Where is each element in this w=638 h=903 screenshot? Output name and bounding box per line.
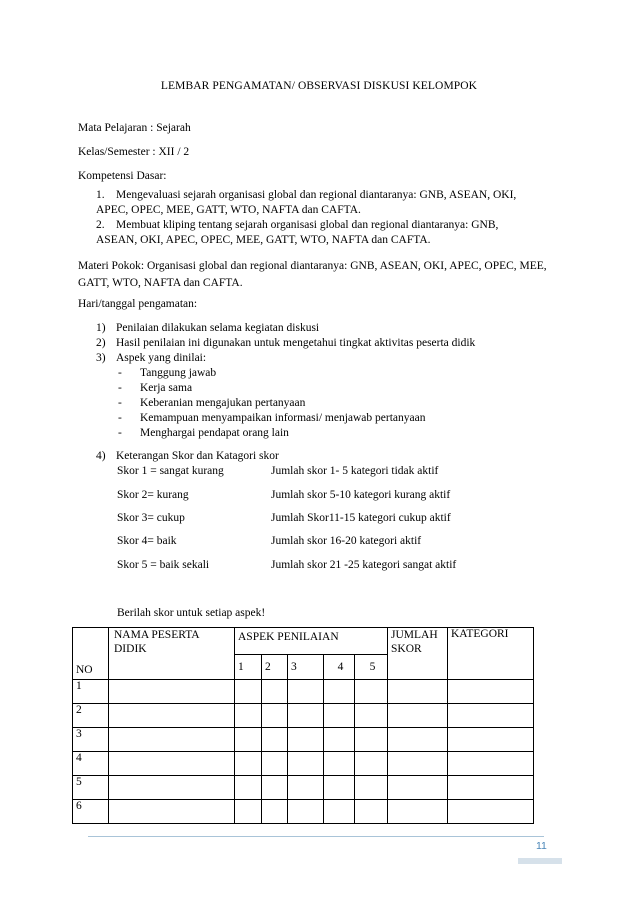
competency-number: 2.	[96, 219, 105, 231]
score-cell[interactable]	[262, 752, 288, 776]
total-cell[interactable]	[388, 728, 448, 752]
instruction-number: 3)	[96, 352, 106, 364]
name-cell[interactable]	[109, 752, 235, 776]
name-cell[interactable]	[109, 800, 235, 824]
score-definition: Skor 2= kurang	[117, 489, 189, 501]
category-cell[interactable]	[448, 752, 534, 776]
name-cell[interactable]	[109, 728, 235, 752]
instruction-item-3	[96, 352, 206, 364]
score-cell[interactable]	[355, 776, 388, 800]
score-cell[interactable]	[355, 680, 388, 704]
score-cell[interactable]	[324, 776, 355, 800]
instruction-item-1	[96, 322, 319, 334]
table-row	[73, 680, 534, 704]
footer-divider	[88, 836, 544, 837]
header-aspect-number: 3	[288, 655, 324, 680]
category-cell[interactable]	[448, 680, 534, 704]
main-material: Materi Pokok: Organisasi global dan regional diantaranya: GNB, ASEAN, OKI, APEC, OPEC, MEE, GATT, WTO, NAFTA dan CAFTA.	[78, 260, 547, 289]
score-cell[interactable]	[262, 680, 288, 704]
score-cell[interactable]	[288, 728, 324, 752]
score-category: Jumlah skor 21 -25 kategori sangat aktif	[271, 559, 457, 571]
score-cell[interactable]	[262, 776, 288, 800]
row-number: 4	[73, 752, 109, 776]
competency-item-2	[96, 218, 536, 248]
instruction-number: 2)	[96, 337, 106, 349]
page-number: 11	[536, 840, 547, 852]
total-cell[interactable]	[388, 800, 448, 824]
score-cell[interactable]	[288, 704, 324, 728]
header-no: NO	[73, 628, 109, 680]
total-cell[interactable]	[388, 752, 448, 776]
score-cell[interactable]	[235, 776, 262, 800]
score-definition: Skor 3= cukup	[117, 512, 185, 524]
subject-line: Mata Pelajaran : Sejarah	[78, 122, 191, 134]
instruction-text: Keterangan Skor dan Katagori skor	[116, 450, 279, 462]
page-footer-tab	[518, 858, 562, 864]
header-aspect-number: 4	[324, 655, 355, 680]
instruction-text: Hasil penilaian ini digunakan untuk mengetahui tingkat aktivitas peserta didik	[116, 337, 476, 349]
name-cell[interactable]	[109, 776, 235, 800]
observation-date-label: Hari/tanggal pengamatan:	[78, 298, 198, 310]
score-definition: Skor 5 = baik sekali	[117, 559, 210, 571]
score-cell[interactable]	[288, 776, 324, 800]
instruction-text: Penilaian dilakukan selama kegiatan diskusi	[116, 322, 320, 334]
row-number: 6	[73, 800, 109, 824]
score-cell[interactable]	[355, 752, 388, 776]
category-cell[interactable]	[448, 728, 534, 752]
score-cell[interactable]	[324, 728, 355, 752]
score-category: Jumlah skor 16-20 kategori aktif	[271, 535, 422, 547]
score-cell[interactable]	[324, 680, 355, 704]
score-definition: Skor 1 = sangat kurang	[117, 465, 224, 477]
table-row	[73, 800, 534, 824]
score-cell[interactable]	[235, 800, 262, 824]
name-cell[interactable]	[109, 680, 235, 704]
score-category: Jumlah Skor11-15 kategori cukup aktif	[271, 512, 451, 524]
category-cell[interactable]	[448, 704, 534, 728]
score-cell[interactable]	[324, 704, 355, 728]
aspect-item: - Tanggung jawab	[118, 367, 217, 379]
score-cell[interactable]	[324, 752, 355, 776]
table-row	[73, 728, 534, 752]
competency-number: 1.	[96, 189, 105, 201]
competency-label: Kompetensi Dasar:	[78, 170, 167, 182]
aspect-item: - Keberanian mengajukan pertanyaan	[118, 397, 306, 409]
score-cell[interactable]	[355, 704, 388, 728]
score-cell[interactable]	[262, 800, 288, 824]
score-definition: Skor 4= baik	[117, 535, 177, 547]
competency-item-1	[96, 188, 536, 218]
score-cell[interactable]	[235, 728, 262, 752]
competency-text: Membuat kliping tentang sejarah organisasi global dan regional diantaranya: GNB, ASEAN, OKI, APEC, OPEC, MEE, GATT, WTO, NAFTA dan CAFTA.	[96, 219, 499, 246]
total-cell[interactable]	[388, 704, 448, 728]
row-number: 1	[73, 680, 109, 704]
total-cell[interactable]	[388, 680, 448, 704]
aspect-item: - Menghargai pendapat orang lain	[118, 427, 289, 439]
header-assessment-aspects: ASPEK PENILAIAN	[235, 628, 388, 655]
category-cell[interactable]	[448, 776, 534, 800]
score-cell[interactable]	[324, 800, 355, 824]
score-cell[interactable]	[288, 752, 324, 776]
class-semester-line: Kelas/Semester : XII / 2	[78, 146, 190, 158]
score-cell[interactable]	[262, 728, 288, 752]
table-row	[73, 776, 534, 800]
name-cell[interactable]	[109, 704, 235, 728]
category-cell[interactable]	[448, 800, 534, 824]
score-cell[interactable]	[288, 800, 324, 824]
header-aspect-number: 1	[235, 655, 262, 680]
table-row	[73, 752, 534, 776]
instruction-number: 4)	[96, 450, 106, 462]
header-aspect-number: 5	[355, 655, 388, 680]
instruction-number: 1)	[96, 322, 106, 334]
row-number: 2	[73, 704, 109, 728]
competency-text: Mengevaluasi sejarah organisasi global dan regional diantaranya: GNB, ASEAN, OKI, APEC, OPEC, MEE, GATT, WTO, NAFTA dan CAFTA.	[96, 189, 517, 216]
score-cell[interactable]	[262, 704, 288, 728]
total-cell[interactable]	[388, 776, 448, 800]
row-number: 5	[73, 776, 109, 800]
observation-table	[72, 627, 534, 824]
page-title: LEMBAR PENGAMATAN/ OBSERVASI DISKUSI KELOMPOK	[160, 80, 478, 92]
table-row	[73, 704, 534, 728]
score-category: Jumlah skor 1- 5 kategori tidak aktif	[271, 465, 439, 477]
score-cell[interactable]	[355, 728, 388, 752]
score-cell[interactable]	[288, 680, 324, 704]
score-category: Jumlah skor 5-10 kategori kurang aktif	[271, 489, 451, 501]
instruction-item-2	[96, 337, 475, 349]
row-number: 3	[73, 728, 109, 752]
score-info-heading	[96, 450, 279, 462]
score-cell[interactable]	[235, 752, 262, 776]
header-total-score: JUMLAH SKOR	[388, 628, 448, 680]
scoring-instruction: Berilah skor untuk setiap aspek!	[117, 607, 266, 619]
instruction-text: Aspek yang dinilai:	[116, 352, 207, 364]
score-cell[interactable]	[235, 680, 262, 704]
header-student-name: NAMA PESERTA DIDIK	[109, 628, 235, 680]
header-category: KATEGORI	[448, 628, 534, 680]
aspect-item: - Kerja sama	[118, 382, 193, 394]
aspect-item: - Kemampuan menyampaikan informasi/ menjawab pertanyaan	[118, 412, 426, 424]
header-aspect-number: 2	[262, 655, 288, 680]
score-cell[interactable]	[235, 704, 262, 728]
score-cell[interactable]	[355, 800, 388, 824]
